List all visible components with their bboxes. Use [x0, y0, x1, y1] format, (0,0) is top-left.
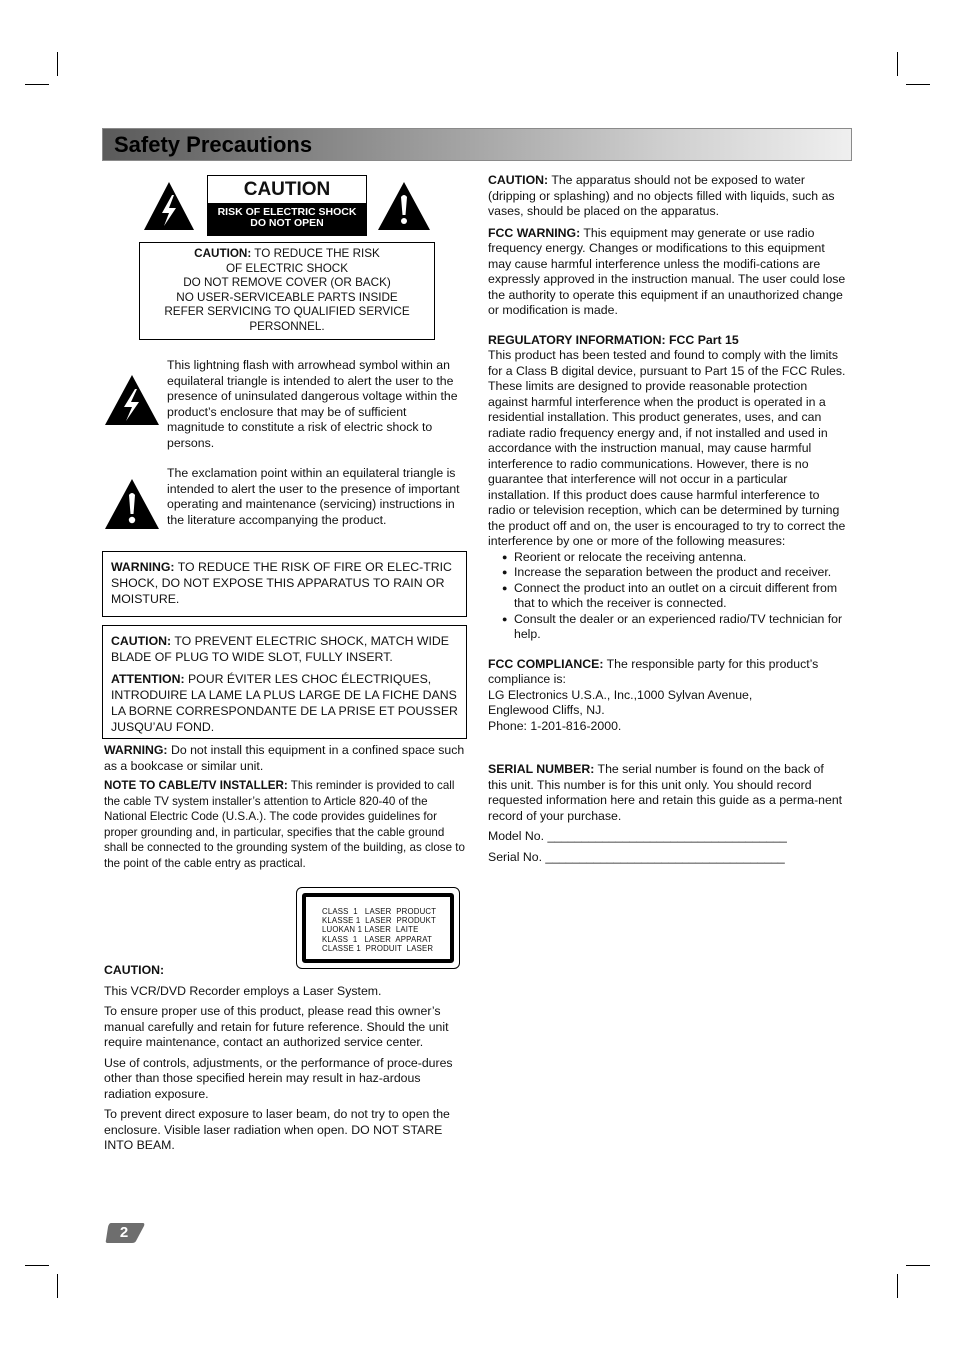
list-item: ● Consult the dealer or an experienced radio/TV technician for help.	[502, 612, 846, 643]
attention-text: POUR ÉVITER LES CHOC ÉLECTRIQUES, INTRODUIRE LA LAME LA PLUS LARGE DE LA FICHE DANS LA BORNE CORRESPONDANTE DE LA PRISE ET POUSSER JUSQU’AU FOND.	[111, 672, 458, 734]
serial-text: The serial number is found on the back of this unit. This number is for this unit only. You should record requested information here and retain this guide as a perma-nent record of your purchase.	[488, 762, 843, 823]
caution-subtitle-line: RISK OF ELECTRIC SHOCK	[217, 206, 357, 218]
lightning-warning-icon	[143, 181, 195, 231]
list-item: ● Reorient or relocate the receiving antenna.	[502, 550, 846, 566]
confined-text: Do not install this equipment in a confined space such as a bookcase or similar unit.	[104, 743, 465, 773]
confined-lead: WARNING:	[104, 743, 168, 757]
serial-number-note	[488, 762, 846, 824]
laser-caution-paragraph: Use of controls, adjustments, or the performance of proce-dures other than those specified herein may result in haz-ardous radiation exposure.	[104, 1055, 453, 1101]
serial-lead: SERIAL NUMBER:	[488, 762, 595, 776]
laser-caution-heading: CAUTION:	[104, 963, 165, 977]
risk-box-line: DO NOT REMOVE COVER (OR BACK)	[183, 276, 391, 289]
regulatory-text: This product has been tested and found to comply with the limits for a Class B digital device, pursuant to Part 15 of the FCC Rules. These limits are designed to provide reasonable protection against harmful interference when the product is operated in a residential installation. This product generates, uses, and can radiate radio frequency energy and, if not installed and used in accordance with the instruction manual, may cause harmful interference to radio communications. However, there is no guarantee that interference will not occur in a particular installation. If this product does cause harmful interference to radio or television reception, which can be determined by turning the product off and on, the user is encouraged to try to correct the interference by one or more of the following measures:	[488, 348, 846, 548]
water-caution	[488, 173, 846, 220]
right-column	[488, 173, 846, 865]
attention-lead: ATTENTION:	[111, 672, 185, 686]
caution-title: CAUTION	[208, 176, 366, 203]
crop-mark	[906, 84, 930, 85]
confined-space-warning	[104, 743, 466, 774]
lightning-triangle-icon	[104, 374, 160, 426]
compliance-lead: FCC COMPLIANCE:	[488, 656, 604, 671]
fcc-warning-text: This equipment may generate or use radio frequency energy. Changes or modifications to this equipment may cause harmful interference unless the modifi-cations are expressly approved in the instruction manual. The user could lose the authority to operate this equipment if an unauthorized change or modification is made.	[488, 225, 846, 317]
warning-text: TO REDUCE THE RISK OF FIRE OR ELEC-TRIC SHOCK, DO NOT EXPOSE THIS APPARATUS TO RAIN OR MOISTURE.	[111, 560, 452, 606]
fcc-compliance	[488, 657, 846, 688]
compliance-address-line: LG Electronics U.S.A., Inc.,1000 Sylvan Avenue,	[488, 687, 753, 702]
crop-mark	[57, 52, 58, 76]
crop-mark	[25, 84, 49, 85]
fire-warning-box	[102, 551, 467, 617]
cable-installer-note	[104, 778, 466, 871]
laser-class-text: CLASS 1 LASER PRODUCT KLASSE 1 LASER PRODUKT LUOKAN 1 LASER LAITE KLASS 1 LASER APPARAT CLASSE 1 PRODUIT LASER	[302, 893, 454, 963]
risk-box-line: OF ELECTRIC SHOCK	[225, 261, 349, 275]
risk-box-lead: CAUTION:	[194, 247, 252, 260]
warning-lead: WARNING:	[111, 560, 175, 574]
serial-number-field: Serial No. ___________________________________	[488, 849, 785, 864]
laser-caution-paragraph: To prevent direct exposure to laser beam, do not try to open the enclosure. Visible laser radiation when open. DO NOT STARE INTO BEAM.	[104, 1107, 450, 1152]
laser-caution-paragraph: This VCR/DVD Recorder employs a Laser System.	[104, 983, 382, 998]
compliance-phone: Phone: 1-201-816-2000.	[488, 718, 622, 733]
plug-caution-text: TO PREVENT ELECTRIC SHOCK, MATCH WIDE BLADE OF PLUG TO WIDE SLOT, FULLY INSERT.	[111, 634, 449, 664]
compliance-address-line: Englewood Cliffs, NJ.	[488, 703, 605, 717]
fcc-warning-lead: FCC WARNING:	[488, 225, 581, 240]
list-item: ● Increase the separation between the product and receiver.	[502, 565, 846, 581]
regulatory-heading: REGULATORY INFORMATION: FCC Part 15	[488, 332, 739, 347]
crop-mark	[906, 1265, 930, 1266]
interference-measures-list	[488, 550, 846, 643]
plug-caution-lead: CAUTION:	[111, 634, 172, 648]
risk-box-line: REFER SERVICING TO QUALIFIED SERVICE	[164, 305, 410, 318]
lightning-explanation: This lightning flash with arrowhead symbol within an equilateral triangle is intended to alert the user to the presence of uninsulated dangerous voltage within the product’s enclosure that may be of sufficient magnitude to constitute a risk of electric shock to persons.	[167, 358, 458, 450]
caution-label	[207, 175, 367, 236]
page-number-badge	[105, 1222, 145, 1244]
page-title: Safety Precautions	[114, 132, 313, 157]
exclamation-explanation: The exclamation point within an equilateral triangle is intended to alert the user to the presence of important operating and maintenance (servicing) instructions in the literature accompanying the product.	[167, 466, 460, 527]
risk-box-line: TO REDUCE THE RISK	[251, 247, 380, 260]
section-header	[102, 128, 852, 161]
list-item: ● Connect the product into an outlet on a circuit different from that to which the receiver is connected.	[502, 581, 846, 612]
cable-note-lead: NOTE TO CABLE/TV INSTALLER:	[104, 779, 288, 792]
laser-caution-section	[104, 963, 466, 1154]
page-number: 2	[119, 1224, 129, 1241]
cable-note-text: This reminder is provided to call the cable TV system installer’s attention to Article 820-40 of the National Electric Code (U.S.A.). The code provides guidelines for proper grounding and, in particular, specifies that the cable ground shall be connected to the grounding system of the building, as close to the point of the cable entry as practical.	[104, 779, 465, 870]
crop-mark	[897, 1274, 898, 1298]
caution-subtitle	[208, 203, 366, 235]
plug-caution-box	[102, 625, 467, 739]
crop-mark	[897, 52, 898, 76]
model-number-field: Model No. ___________________________________	[488, 829, 787, 843]
exclamation-warning-icon	[377, 181, 431, 231]
crop-mark	[25, 1265, 49, 1266]
caution-subtitle-line: DO NOT OPEN	[250, 217, 324, 229]
crop-mark	[57, 1274, 58, 1298]
risk-of-shock-box	[139, 242, 435, 340]
risk-box-line: PERSONNEL.	[249, 319, 325, 333]
exclamation-triangle-icon	[104, 478, 160, 530]
water-caution-lead: CAUTION:	[488, 173, 549, 187]
compliance-text: The responsible party for this product’s compliance is:	[488, 656, 819, 686]
laser-class-label	[296, 887, 460, 969]
laser-caution-paragraph: To ensure proper use of this product, please read this owner’s manual carefully and retain for future reference. Should the unit require maintenance, contact an authorized service center.	[104, 1004, 449, 1049]
fcc-warning	[488, 226, 846, 319]
risk-box-line: NO USER-SERVICEABLE PARTS INSIDE	[176, 290, 398, 304]
water-caution-text: The apparatus should not be exposed to water (dripping or splashing) and no objects filled with liquids, such as vases, should be placed on the apparatus.	[488, 173, 835, 218]
